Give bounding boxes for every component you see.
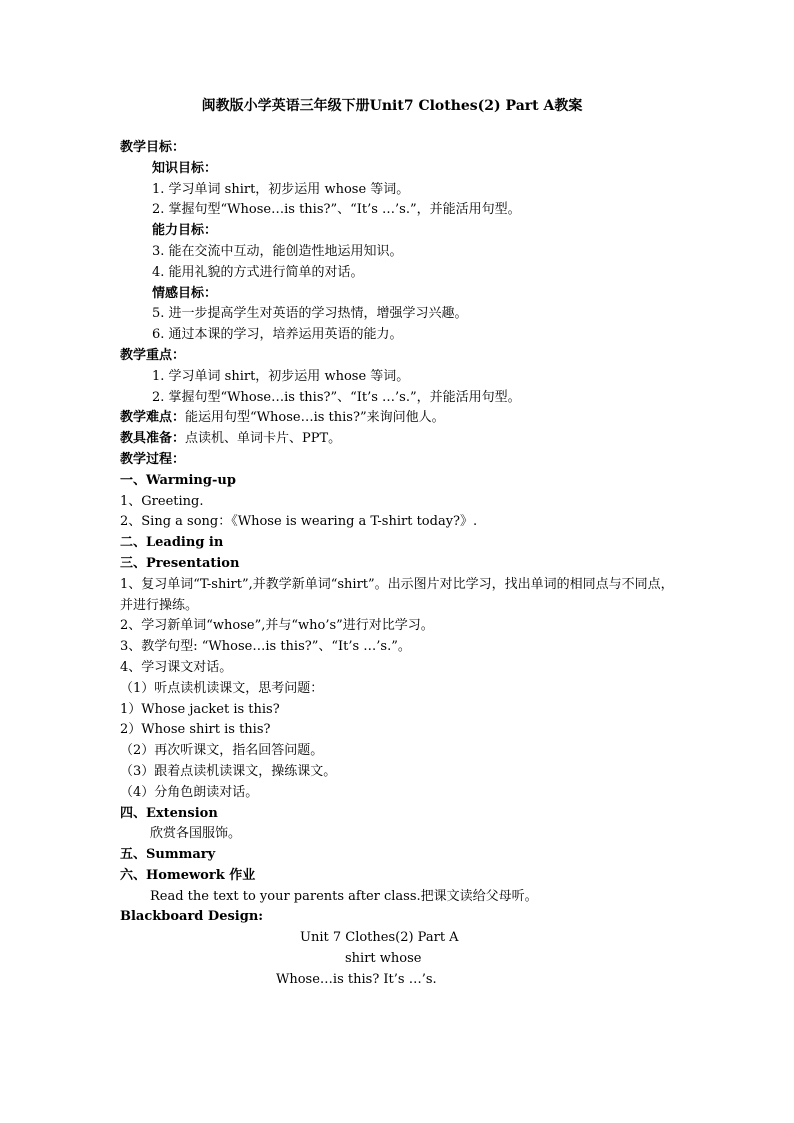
- presentation-substep: （3）跟着点读机读课文，操练课文。: [120, 763, 337, 779]
- presentation-question: 1）Whose jacket is this?: [120, 701, 280, 717]
- presentation-heading: 三、Presentation: [120, 555, 240, 571]
- presentation-substep: （4）分角色朗读对话。: [120, 784, 259, 800]
- process-heading: 教学过程：: [120, 451, 186, 467]
- warmup-heading: 一、Warming-up: [120, 472, 236, 488]
- presentation-substep: （1）听点读机读课文，思考问题：: [120, 680, 324, 696]
- lesson-plan-document: [120, 96, 680, 991]
- presentation-step: 3、教学句型: “Whose…is this?”、“It’s …’s.”。: [120, 639, 411, 655]
- tools-label: 教具准备：: [120, 431, 186, 447]
- objective-item: 3. 能在交流中互动，能创造性地运用知识。: [152, 243, 403, 259]
- difficulty-label: 教学难点：: [120, 410, 186, 426]
- objective-item: 2. 掌握句型“Whose…is this?”、“It’s …’s.”，并能活用句型。: [152, 202, 521, 218]
- keypoint-item: 2. 掌握句型“Whose…is this?”、“It’s …’s.”，并能活用句型。: [152, 389, 521, 405]
- leadin-heading: 二、Leading in: [120, 535, 224, 551]
- document-title: 闽教版小学英语三年级下册Unit7 Clothes(2) Part A教案: [201, 98, 583, 114]
- blackboard-heading: Blackboard Design:: [120, 909, 264, 925]
- blackboard-line: Whose…is this? It’s …’s.: [276, 971, 437, 987]
- extension-text: 欣赏各国服饰。: [150, 826, 242, 842]
- blackboard-line: shirt whose: [345, 951, 422, 967]
- presentation-substep: （2）再次听课文，指名回答问题。: [120, 743, 324, 759]
- ability-objectives-heading: 能力目标：: [152, 223, 218, 239]
- emotion-objectives-heading: 情感目标：: [152, 285, 218, 301]
- warmup-item: 2、Sing a song：《Whose is wearing a T-shirt today?》.: [120, 514, 478, 530]
- keypoint-item: 1. 学习单词 shirt，初步运用 whose 等词。: [152, 368, 410, 384]
- objective-item: 4. 能用礼貌的方式进行简单的对话。: [152, 264, 364, 280]
- keypoints-heading: 教学重点：: [120, 347, 186, 363]
- knowledge-objectives-heading: 知识目标：: [152, 160, 218, 176]
- presentation-step: 2、学习新单词“whose”,并与“who’s”进行对比学习。: [120, 618, 434, 634]
- homework-heading: 六、Homework 作业: [120, 867, 256, 883]
- blackboard-line: Unit 7 Clothes(2) Part A: [300, 930, 459, 946]
- presentation-step: 1、复习单词“T-shirt”,并教学新单词“shirt”。出示图片对比学习，找出单词的相同点与不同点，并进行操练。: [120, 576, 674, 613]
- presentation-question: 2）Whose shirt is this?: [120, 722, 271, 738]
- warmup-item: 1、Greeting.: [120, 493, 204, 509]
- presentation-step: 4、学习课文对话。: [120, 659, 233, 675]
- difficulty-text: 能运用句型“Whose…is this?”来询问他人。: [185, 410, 445, 426]
- summary-heading: 五、Summary: [120, 847, 216, 863]
- tools-line: [120, 429, 680, 450]
- objective-item: 1. 学习单词 shirt，初步运用 whose 等词。: [152, 181, 410, 197]
- objectives-heading: 教学目标：: [120, 140, 186, 155]
- difficulty-line: [120, 408, 680, 429]
- objective-item: 5. 进一步提高学生对英语的学习热情，增强学习兴趣。: [152, 306, 468, 322]
- extension-heading: 四、Extension: [120, 805, 218, 821]
- objective-item: 6. 通过本课的学习，培养运用英语的能力。: [152, 327, 403, 343]
- tools-text: 点读机、单词卡片、PPT。: [185, 431, 342, 447]
- homework-text: Read the text to your parents after class.把课文读给父母听。: [150, 888, 538, 904]
